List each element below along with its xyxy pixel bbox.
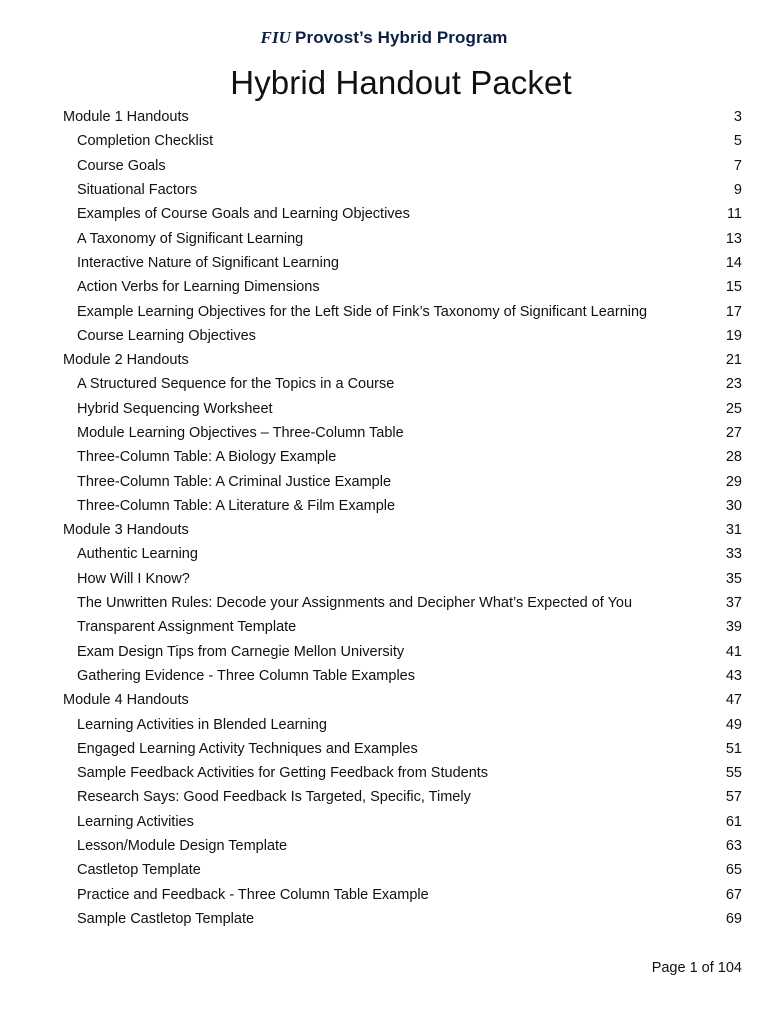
program-name: Provost’s Hybrid Program xyxy=(295,28,508,47)
toc-entry[interactable] xyxy=(63,421,742,445)
toc-entry[interactable] xyxy=(63,834,742,858)
toc-entry-label: Interactive Nature of Significant Learning xyxy=(77,254,339,271)
toc-entry-label: Examples of Course Goals and Learning Objectives xyxy=(77,206,410,223)
page-title: Hybrid Handout Packet xyxy=(230,64,572,101)
toc-entry[interactable] xyxy=(63,615,742,639)
toc-entry-label: Research Says: Good Feedback Is Targeted, Specific, Timely xyxy=(77,789,471,806)
toc-entry-label: Completion Checklist xyxy=(77,133,214,150)
toc-page-number: 49 xyxy=(725,716,742,733)
toc-page-number: 19 xyxy=(725,327,742,344)
toc-entry-label: Action Verbs for Learning Dimensions xyxy=(77,279,320,296)
toc-page-number: 33 xyxy=(725,546,742,563)
toc-entry[interactable] xyxy=(63,785,742,809)
toc-entry[interactable] xyxy=(63,226,742,250)
toc-page-number: 47 xyxy=(725,692,742,709)
toc-entry[interactable] xyxy=(63,907,742,931)
toc-entry[interactable] xyxy=(63,251,742,275)
toc-page-number: 13 xyxy=(725,230,742,247)
toc-module-heading[interactable] xyxy=(63,688,742,712)
toc-page-number: 23 xyxy=(725,376,742,393)
toc-page-number: 30 xyxy=(725,497,742,514)
toc-page-number: 43 xyxy=(725,667,742,684)
toc-entry-label: Three-Column Table: A Biology Example xyxy=(77,449,337,466)
toc-entry-label: Module 1 Handouts xyxy=(63,109,189,126)
toc-page-number: 35 xyxy=(725,570,742,587)
toc-entry-label: Module 3 Handouts xyxy=(63,522,189,539)
toc-module-heading[interactable] xyxy=(63,105,742,129)
toc-page-number: 57 xyxy=(725,789,742,806)
toc-entry-label: Course Learning Objectives xyxy=(77,327,256,344)
toc-entry-label: Three-Column Table: A Literature & Film Example xyxy=(77,497,396,514)
toc-entry[interactable] xyxy=(63,494,742,518)
toc-page-number: 3 xyxy=(733,109,742,126)
toc-entry[interactable] xyxy=(63,664,742,688)
toc-entry[interactable] xyxy=(63,372,742,396)
toc-page-number: 69 xyxy=(725,910,742,927)
toc-page-number: 9 xyxy=(733,182,742,199)
toc-page-number: 14 xyxy=(725,254,742,271)
toc-entry-label: Exam Design Tips from Carnegie Mellon University xyxy=(77,643,405,660)
toc-entry[interactable] xyxy=(63,469,742,493)
toc-page-number: 37 xyxy=(725,595,742,612)
toc-entry-label: Module 4 Handouts xyxy=(63,692,189,709)
toc-entry-label: Castletop Template xyxy=(77,862,201,879)
toc-entry-label: How Will I Know? xyxy=(77,570,190,587)
toc-entry-label: Module Learning Objectives – Three-Column Table xyxy=(77,425,404,441)
toc-page-number: 31 xyxy=(725,522,742,539)
fiu-logo: FIU xyxy=(260,28,292,47)
toc-entry[interactable] xyxy=(63,178,742,202)
toc-page-number: 39 xyxy=(725,619,742,636)
toc-module-heading[interactable] xyxy=(63,348,742,372)
toc-entry[interactable] xyxy=(63,202,742,226)
toc-entry[interactable] xyxy=(63,567,742,591)
toc-entry-label: Lesson/Module Design Template xyxy=(77,838,288,855)
table-of-contents xyxy=(63,105,742,931)
toc-entry-label: Authentic Learning xyxy=(77,546,198,563)
toc-entry[interactable] xyxy=(63,324,742,348)
toc-entry-label: Course Goals xyxy=(77,157,166,174)
toc-entry[interactable] xyxy=(63,858,742,882)
toc-entry-label: Situational Factors xyxy=(77,182,198,199)
toc-entry-label: Engaged Learning Activity Techniques and Examples xyxy=(77,740,418,757)
toc-page-number: 41 xyxy=(725,643,742,660)
toc-page-number: 15 xyxy=(725,279,742,296)
program-header xyxy=(0,28,768,48)
toc-entry[interactable] xyxy=(63,154,742,178)
toc-entry[interactable] xyxy=(63,712,742,736)
toc-entry[interactable] xyxy=(63,640,742,664)
toc-entry[interactable] xyxy=(63,275,742,299)
toc-entry-label: Transparent Assignment Template xyxy=(77,619,297,636)
toc-entry-label: The Unwritten Rules: Decode your Assignments and Decipher What’s Expected of You xyxy=(77,595,633,612)
toc-entry-label: Example Learning Objectives for the Left Side of Fink’s Taxonomy of Significant Learning xyxy=(77,303,648,320)
toc-entry-label: A Taxonomy of Significant Learning xyxy=(77,230,304,247)
toc-page-number: 61 xyxy=(725,813,742,830)
toc-module-heading[interactable] xyxy=(63,518,742,542)
toc-page-number: 51 xyxy=(725,740,742,757)
toc-page-number: 17 xyxy=(725,303,742,320)
toc-page-number: 67 xyxy=(725,886,742,903)
toc-entry-label: Sample Castletop Template xyxy=(77,910,255,927)
toc-page-number: 21 xyxy=(725,352,742,369)
toc-entry[interactable] xyxy=(63,445,742,469)
toc-entry[interactable] xyxy=(63,883,742,907)
toc-entry-label: Hybrid Sequencing Worksheet xyxy=(77,400,273,417)
toc-entry-label: Three-Column Table: A Criminal Justice Example xyxy=(77,473,392,490)
toc-entry[interactable] xyxy=(63,542,742,566)
toc-page-number: 55 xyxy=(725,765,742,782)
toc-page-number: 65 xyxy=(725,862,742,879)
toc-entry-label: Learning Activities in Blended Learning xyxy=(77,716,327,733)
toc-entry-label: Gathering Evidence - Three Column Table Examples xyxy=(77,667,415,684)
toc-entry[interactable] xyxy=(63,397,742,421)
toc-entry-label: Sample Feedback Activities for Getting Feedback from Students xyxy=(77,765,489,782)
toc-entry-label: Learning Activities xyxy=(77,813,194,830)
toc-entry[interactable] xyxy=(63,761,742,785)
toc-entry-label: Module 2 Handouts xyxy=(63,352,189,369)
toc-page-number: 28 xyxy=(725,449,742,466)
toc-entry-label: A Structured Sequence for the Topics in a Course xyxy=(77,376,395,393)
toc-entry[interactable] xyxy=(63,737,742,761)
toc-page-number: 7 xyxy=(733,157,742,174)
toc-entry[interactable] xyxy=(63,810,742,834)
toc-entry-label: Practice and Feedback - Three Column Table Example xyxy=(77,886,429,903)
toc-entry[interactable] xyxy=(63,591,742,615)
page-indicator: Page 1 of 104 xyxy=(651,960,742,976)
toc-page-number: 5 xyxy=(733,133,742,150)
toc-page-number: 11 xyxy=(726,206,742,223)
toc-entry[interactable] xyxy=(63,299,742,323)
toc-page-number: 25 xyxy=(725,400,742,417)
toc-page-number: 63 xyxy=(725,838,742,855)
toc-page-number: 27 xyxy=(725,425,742,441)
toc-entry[interactable] xyxy=(63,129,742,153)
toc-page-number: 29 xyxy=(725,473,742,490)
